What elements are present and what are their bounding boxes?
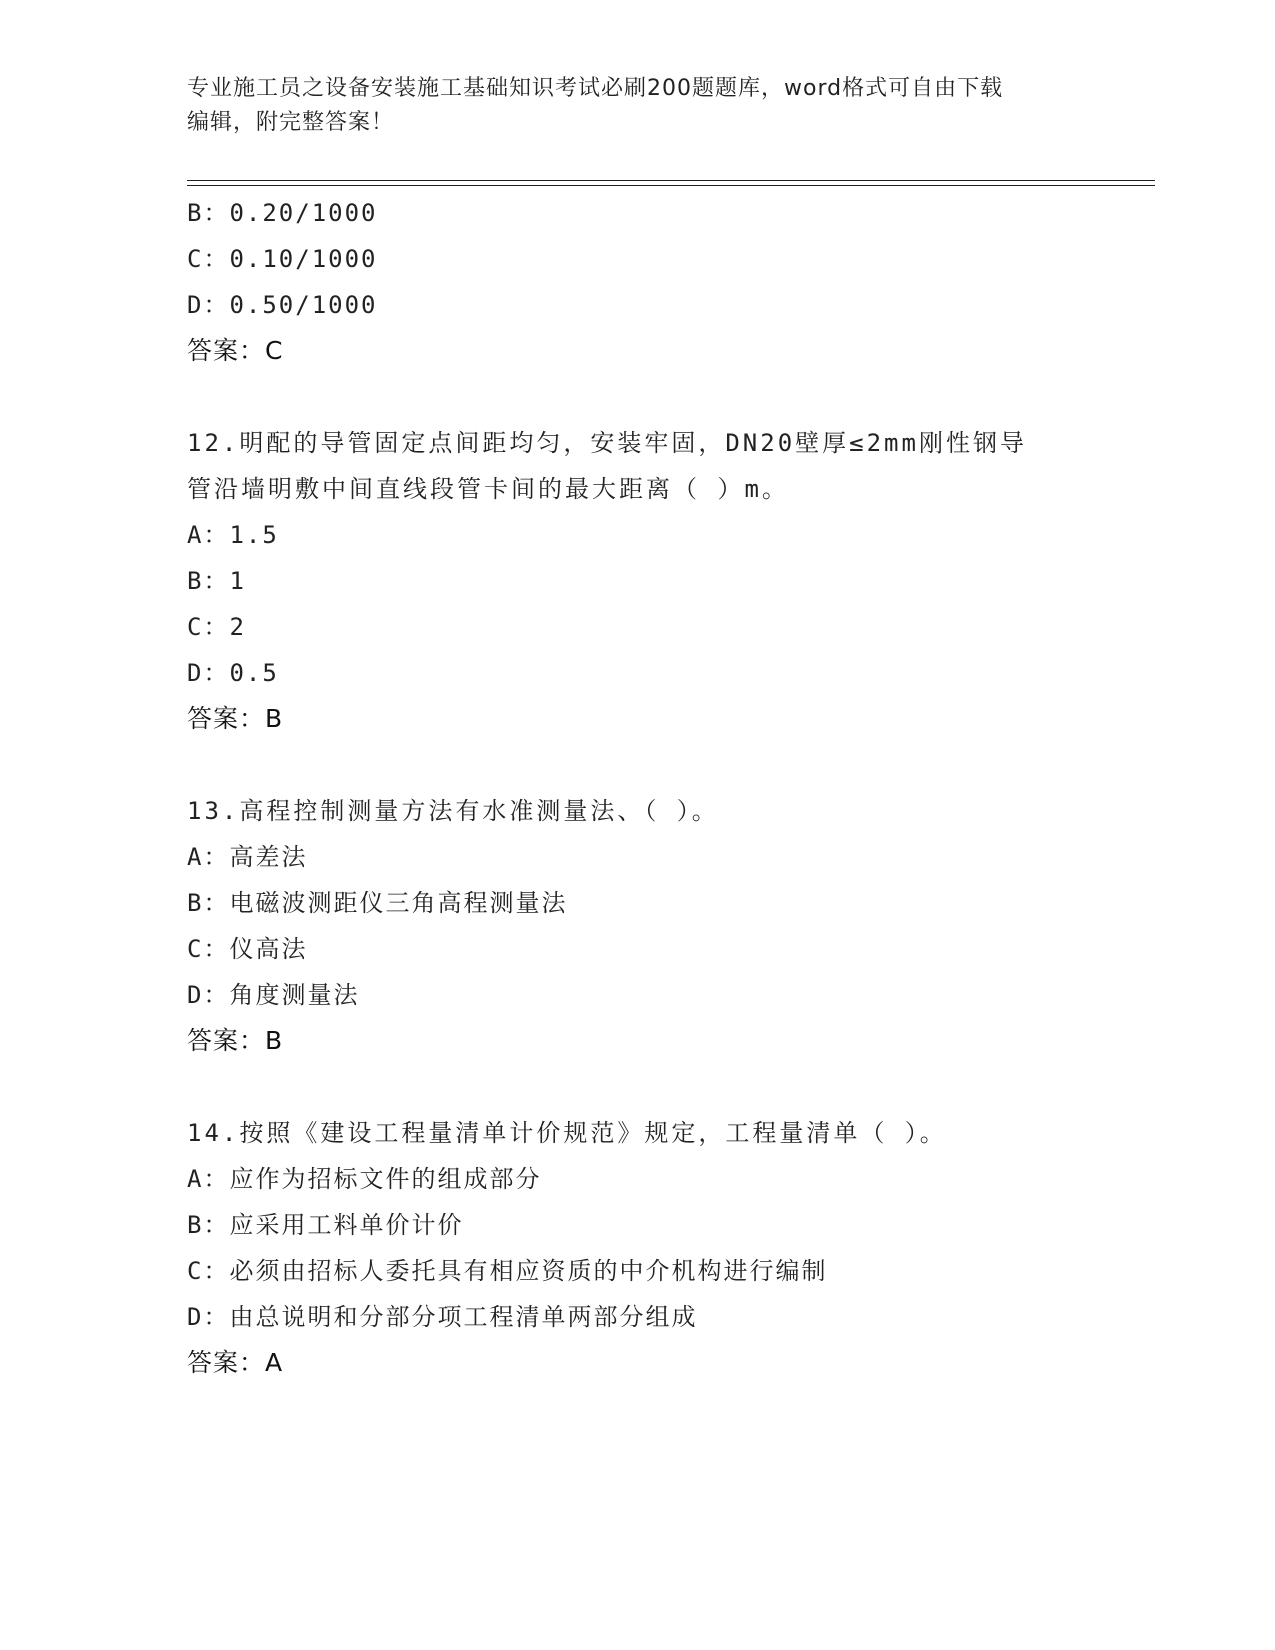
q13-option-c: C：仪高法: [187, 935, 308, 963]
q14-stem-line-1: 14.按照《建设工程量清单计价规范》规定，工程量清单（ ）。: [187, 1119, 947, 1147]
q12-option-c: C：2: [187, 613, 246, 641]
q12-stem-line-1: 12.明配的导管固定点间距均匀，安装牢固，DN20壁厚≤2mm刚性钢导: [187, 429, 1027, 457]
question-12: [187, 420, 1087, 742]
header-divider-top: [187, 180, 1155, 181]
q14-answer: 答案：A: [187, 1348, 284, 1377]
q12-option-d: D：0.5: [187, 659, 279, 687]
q13-option-a: A：高差法: [187, 843, 308, 871]
header-divider-bottom: [187, 185, 1155, 186]
q12-option-b: B：1: [187, 567, 246, 595]
q12-stem-line-2: 管沿墙明敷中间直线段管卡间的最大距离（ ）m。: [187, 475, 789, 503]
q14-option-a: A：应作为招标文件的组成部分: [187, 1165, 542, 1193]
q14-option-d: D：由总说明和分部分项工程清单两部分组成: [187, 1303, 698, 1331]
q11-option-c: C：0.10/1000: [187, 245, 378, 273]
q13-answer: 答案：B: [187, 1026, 284, 1055]
q14-option-b: B：应采用工料单价计价: [187, 1211, 464, 1239]
question-13: [187, 788, 1087, 1064]
question-14: [187, 1110, 1087, 1386]
q12-option-a: A：1.5: [187, 521, 279, 549]
q14-option-c: C：必须由招标人委托具有相应资质的中介机构进行编制: [187, 1257, 828, 1285]
q11-option-b: B：0.20/1000: [187, 199, 378, 227]
header-title-line-1: 专业施工员之设备安装施工基础知识考试必刷200题题库，word格式可自由下载: [187, 76, 1004, 101]
q12-answer: 答案：B: [187, 704, 284, 733]
header-title-line-2: 编辑，附完整答案！: [187, 110, 395, 135]
spacer: [187, 742, 1087, 788]
q11-option-d: D：0.50/1000: [187, 291, 378, 319]
spacer: [187, 374, 1087, 420]
q13-option-b: B：电磁波测距仪三角高程测量法: [187, 889, 568, 917]
spacer: [187, 1064, 1087, 1110]
q11-answer: 答案：C: [187, 336, 284, 365]
question-list: [187, 190, 1087, 1386]
document-header: [187, 72, 1087, 140]
q13-option-d: D：角度测量法: [187, 981, 360, 1009]
question-11: [187, 190, 1087, 374]
q13-stem-line-1: 13.高程控制测量方法有水准测量法、（ ）。: [187, 797, 719, 825]
